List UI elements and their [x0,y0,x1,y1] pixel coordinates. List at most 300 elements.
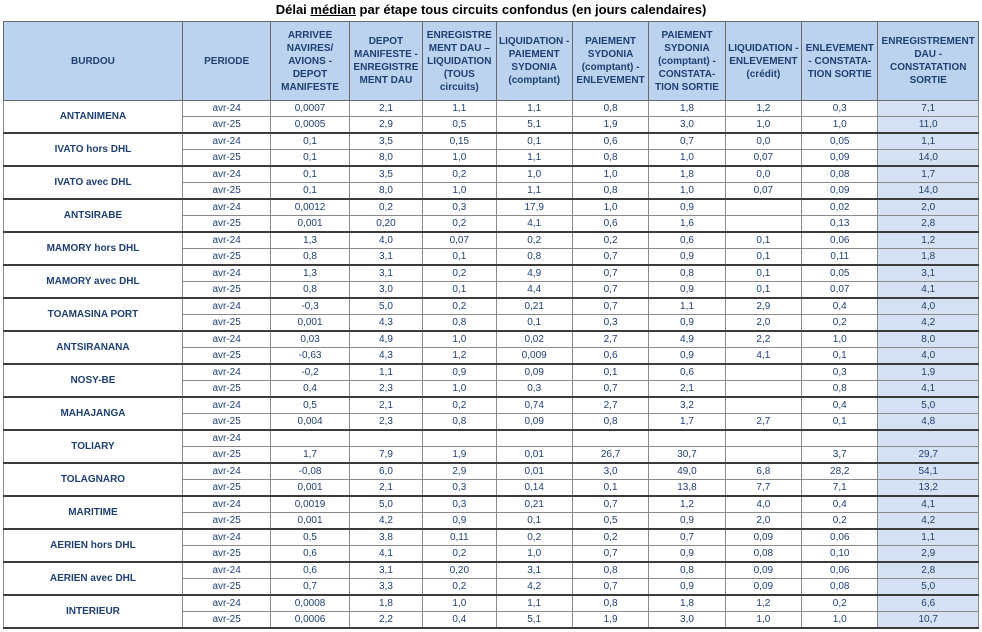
value-cell: 0,9 [423,513,496,530]
value-cell: 0,2 [802,513,878,530]
period-cell: avr-25 [182,249,270,266]
value-cell: 1,1 [878,133,979,150]
value-cell: 0,09 [802,150,878,167]
header-cell: BURDOU [4,22,183,101]
value-cell: 0,4 [802,298,878,315]
value-cell: 0,1 [725,232,801,249]
value-cell: 0,2 [423,265,496,282]
value-cell: 0,1 [271,166,349,183]
value-cell: 1,1 [496,101,572,117]
period-cell: avr-25 [182,315,270,332]
value-cell: 0,6 [572,216,648,233]
value-cell: 7,1 [878,101,979,117]
table-row [4,331,979,348]
period-cell: avr-25 [182,480,270,497]
value-cell: 0,8 [802,381,878,398]
value-cell: 0,6 [649,364,725,381]
value-cell: 0,15 [423,133,496,150]
value-cell: 13,8 [649,480,725,497]
value-cell: 0,09 [725,579,801,596]
site-name-cell: AERIEN hors DHL [4,529,183,562]
period-cell: avr-24 [182,298,270,315]
value-cell: 1,0 [423,595,496,612]
value-cell: 0,07 [725,150,801,167]
value-cell: 0,01 [496,447,572,464]
value-cell: 0,8 [649,562,725,579]
site-name-cell: NOSY-BE [4,364,183,397]
value-cell: 0,08 [802,166,878,183]
value-cell [572,430,648,447]
value-cell: 1,3 [271,232,349,249]
value-cell: 2,9 [349,117,422,134]
title-pre: Délai [275,2,311,17]
value-cell: 0,2 [423,397,496,414]
value-cell: 0,4 [802,397,878,414]
value-cell: 1,0 [423,150,496,167]
value-cell: 0,009 [496,348,572,365]
value-cell: 2,7 [572,331,648,348]
value-cell: 0,6 [572,348,648,365]
value-cell: 0,11 [802,249,878,266]
value-cell: 0,8 [649,265,725,282]
value-cell: 8,0 [878,331,979,348]
value-cell: 1,1 [423,101,496,117]
header-row [4,22,979,101]
value-cell: 3,1 [349,249,422,266]
value-cell: 2,0 [878,199,979,216]
value-cell: 0,1 [496,315,572,332]
value-cell: 0,2 [423,298,496,315]
value-cell: 0,03 [271,331,349,348]
value-cell: -0,08 [271,463,349,480]
value-cell: 1,1 [496,150,572,167]
value-cell: 5,0 [878,397,979,414]
value-cell [725,364,801,381]
value-cell: 4,8 [878,414,979,431]
value-cell: 0,2 [423,579,496,596]
period-cell: avr-24 [182,562,270,579]
value-cell: 1,2 [649,496,725,513]
value-cell: 1,2 [725,595,801,612]
header-cell: PERIODE [182,22,270,101]
value-cell: 0,7 [572,546,648,563]
value-cell: 2,1 [349,397,422,414]
value-cell: 4,0 [349,232,422,249]
value-cell: 2,1 [349,101,422,117]
value-cell: 4,1 [878,381,979,398]
value-cell: 3,1 [349,562,422,579]
value-cell: -0,3 [271,298,349,315]
value-cell: 4,2 [496,579,572,596]
value-cell: 0,5 [423,117,496,134]
value-cell: 0,1 [423,249,496,266]
value-cell: 0,07 [725,183,801,200]
value-cell [725,199,801,216]
value-cell: 0,2 [349,199,422,216]
period-cell: avr-24 [182,364,270,381]
value-cell: 4,1 [878,496,979,513]
site-name-cell: MARITIME [4,496,183,529]
value-cell: 0,9 [649,579,725,596]
value-cell: 0,7 [572,282,648,299]
value-cell: 6,6 [878,595,979,612]
value-cell: 1,8 [649,166,725,183]
value-cell: 0,9 [649,199,725,216]
value-cell: 0,0 [725,166,801,183]
value-cell: 5,1 [496,612,572,629]
value-cell: 0,1 [496,513,572,530]
header-cell: DEPOT MANIFESTE - ENREGISTRE MENT DAU [349,22,422,101]
value-cell: 0,7 [572,381,648,398]
site-name-cell: AERIEN avec DHL [4,562,183,595]
value-cell: 1,2 [878,232,979,249]
value-cell: 7,9 [349,447,422,464]
value-cell: 1,2 [725,101,801,117]
value-cell: 0,2 [496,232,572,249]
period-cell: avr-25 [182,117,270,134]
value-cell [725,216,801,233]
value-cell: 0,2 [496,529,572,546]
value-cell: 0,0006 [271,612,349,629]
value-cell: 0,0012 [271,199,349,216]
value-cell: 0,2 [572,529,648,546]
table-title [0,1,982,19]
period-cell: avr-24 [182,496,270,513]
value-cell: 4,1 [349,546,422,563]
site-name-cell: TOAMASINA PORT [4,298,183,331]
value-cell: 0,0005 [271,117,349,134]
value-cell: 0,5 [271,529,349,546]
value-cell: 1,6 [649,216,725,233]
value-cell: 0,3 [423,199,496,216]
value-cell: 8,0 [349,150,422,167]
value-cell: 4,2 [878,513,979,530]
value-cell: 2,0 [725,315,801,332]
period-cell: avr-24 [182,265,270,282]
value-cell: 0,1 [725,282,801,299]
value-cell: 0,9 [649,513,725,530]
period-cell: avr-24 [182,430,270,447]
value-cell: 7,1 [802,480,878,497]
value-cell: 0,21 [496,496,572,513]
value-cell: 0,0008 [271,595,349,612]
table-row [4,265,979,282]
value-cell [725,447,801,464]
value-cell: 0,7 [649,133,725,150]
value-cell: 3,5 [349,133,422,150]
value-cell: 14,0 [878,150,979,167]
value-cell: 0,2 [572,232,648,249]
value-cell: 4,9 [496,265,572,282]
period-cell: avr-25 [182,612,270,629]
site-name-cell: TOLIARY [4,430,183,463]
value-cell: 2,1 [349,480,422,497]
value-cell: 0,7 [649,529,725,546]
value-cell: 1,2 [423,348,496,365]
value-cell: 1,8 [649,595,725,612]
value-cell: 1,1 [649,298,725,315]
value-cell: 0,1 [271,150,349,167]
period-cell: avr-25 [182,216,270,233]
value-cell: 1,0 [572,199,648,216]
value-cell: 5,1 [496,117,572,134]
value-cell: 1,0 [423,331,496,348]
header-cell: LIQUIDATION - ENLEVEMENT (crédit) [725,22,801,101]
header-cell: ENREGISTREMENT DAU - CONSTATATION SORTIE [878,22,979,101]
header-cell: LIQUIDATION - PAIEMENT SYDONIA (comptant) [496,22,572,101]
value-cell: 4,9 [349,331,422,348]
value-cell: 4,1 [725,348,801,365]
site-name-cell: MAHAJANGA [4,397,183,430]
value-cell: 0,3 [802,101,878,117]
table-row [4,298,979,315]
value-cell: 0,09 [725,529,801,546]
table-row [4,166,979,183]
value-cell: 0,6 [649,232,725,249]
value-cell [725,430,801,447]
value-cell: 1,8 [649,101,725,117]
value-cell: 1,7 [878,166,979,183]
period-cell: avr-25 [182,579,270,596]
value-cell: 1,0 [423,183,496,200]
value-cell: 0,2 [423,216,496,233]
value-cell: 0,05 [802,133,878,150]
value-cell [649,430,725,447]
value-cell [349,430,422,447]
value-cell: 2,3 [349,414,422,431]
value-cell: 1,0 [802,612,878,629]
value-cell: 2,9 [423,463,496,480]
value-cell: 0,10 [802,546,878,563]
value-cell: 4,2 [878,315,979,332]
value-cell: 2,1 [649,381,725,398]
value-cell: 3,2 [649,397,725,414]
value-cell: 4,4 [496,282,572,299]
value-cell [496,430,572,447]
value-cell: 0,02 [496,331,572,348]
value-cell: 0,8 [271,249,349,266]
value-cell: 0,1 [802,414,878,431]
value-cell: 2,9 [878,546,979,563]
value-cell: 0,06 [802,529,878,546]
value-cell: 0,13 [802,216,878,233]
value-cell: 0,5 [572,513,648,530]
value-cell: 1,1 [349,364,422,381]
period-cell: avr-25 [182,381,270,398]
title-post: par étape tous circuits confondus (en jours calendaires) [355,2,707,17]
value-cell [878,430,979,447]
table-row [4,101,979,117]
value-cell: 0,7 [572,579,648,596]
value-cell: 0,6 [572,133,648,150]
value-cell: 1,0 [423,381,496,398]
value-cell: 0,08 [802,579,878,596]
value-cell: 0,07 [802,282,878,299]
value-cell: 0,21 [496,298,572,315]
value-cell: 5,0 [349,298,422,315]
value-cell: 0,09 [725,562,801,579]
delay-table [3,21,979,629]
value-cell: 4,1 [496,216,572,233]
value-cell: 1,8 [349,595,422,612]
value-cell: 0,02 [802,199,878,216]
value-cell: 2,7 [572,397,648,414]
value-cell [271,430,349,447]
value-cell: 1,9 [878,364,979,381]
value-cell: 0,2 [802,595,878,612]
value-cell: 1,9 [423,447,496,464]
value-cell: 0,20 [349,216,422,233]
value-cell: 2,8 [878,562,979,579]
site-name-cell: IVATO hors DHL [4,133,183,166]
site-name-cell: ANTANIMENA [4,101,183,134]
value-cell: 3,1 [349,265,422,282]
table-body [4,101,979,629]
table-row [4,595,979,612]
value-cell: 1,7 [271,447,349,464]
value-cell: 0,8 [423,414,496,431]
header-cell: ARRIVEE NAVIRES/ AVIONS - DEPOT MANIFESTE [271,22,349,101]
value-cell: 0,1 [802,348,878,365]
value-cell: 5,0 [878,579,979,596]
title-emphasis: médian [310,2,356,17]
site-name-cell: ANTSIRANANA [4,331,183,364]
header-cell: PAIEMENT SYDONIA (comptant) - CONSTATA-TION SORTIE [649,22,725,101]
value-cell: 0,09 [802,183,878,200]
value-cell: 13,2 [878,480,979,497]
value-cell: 0,08 [725,546,801,563]
value-cell: 0,1 [572,480,648,497]
period-cell: avr-24 [182,232,270,249]
value-cell: 0,9 [649,249,725,266]
value-cell: 3,0 [349,282,422,299]
value-cell: 4,1 [878,282,979,299]
value-cell: 3,5 [349,166,422,183]
table-row [4,397,979,414]
value-cell: 0,001 [271,513,349,530]
value-cell: 0,06 [802,562,878,579]
value-cell: 0,9 [423,364,496,381]
period-cell: avr-25 [182,282,270,299]
table-row [4,463,979,480]
period-cell: avr-24 [182,397,270,414]
value-cell: 1,0 [649,150,725,167]
value-cell [423,430,496,447]
header-cell: ENLEVEMENT - CONSTATA-TION SORTIE [802,22,878,101]
value-cell: 0,8 [423,315,496,332]
value-cell: 0,3 [496,381,572,398]
value-cell: 0,7 [572,265,648,282]
period-cell: avr-24 [182,133,270,150]
value-cell: 0,8 [572,414,648,431]
site-name-cell: MAMORY avec DHL [4,265,183,298]
value-cell: 1,0 [725,612,801,629]
period-cell: avr-24 [182,595,270,612]
value-cell [725,381,801,398]
table-row [4,232,979,249]
value-cell: 0,7 [572,249,648,266]
value-cell: 3,0 [572,463,648,480]
value-cell: 0,4 [423,612,496,629]
value-cell: 3,8 [349,529,422,546]
table-row [4,496,979,513]
value-cell: 11,0 [878,117,979,134]
value-cell: 0,1 [271,133,349,150]
value-cell: 0,1 [725,265,801,282]
value-cell: 0,1 [423,282,496,299]
value-cell: 1,1 [496,183,572,200]
value-cell: 0,20 [423,562,496,579]
value-cell: 0,6 [271,562,349,579]
value-cell: 26,7 [572,447,648,464]
period-cell: avr-25 [182,513,270,530]
value-cell: 1,9 [572,612,648,629]
value-cell: 2,2 [349,612,422,629]
value-cell [725,397,801,414]
value-cell: 30,7 [649,447,725,464]
period-cell: avr-25 [182,546,270,563]
value-cell: 0,004 [271,414,349,431]
value-cell: 6,0 [349,463,422,480]
value-cell: 0,8 [572,150,648,167]
value-cell: 0,2 [802,315,878,332]
value-cell: 4,3 [349,348,422,365]
value-cell: -0,2 [271,364,349,381]
value-cell: 3,1 [878,265,979,282]
value-cell: 3,1 [496,562,572,579]
site-name-cell: ANTSIRABE [4,199,183,232]
value-cell: 0,07 [423,232,496,249]
value-cell: 54,1 [878,463,979,480]
value-cell: 0,7 [572,298,648,315]
value-cell: 14,0 [878,183,979,200]
value-cell: 4,3 [349,315,422,332]
table-row [4,562,979,579]
value-cell: 0,09 [496,364,572,381]
value-cell: 0,05 [802,265,878,282]
value-cell: 1,0 [649,183,725,200]
value-cell: 17,9 [496,199,572,216]
value-cell: 0,14 [496,480,572,497]
value-cell: 4,0 [725,496,801,513]
value-cell: 0,06 [802,232,878,249]
period-cell: avr-25 [182,348,270,365]
period-cell: avr-24 [182,331,270,348]
value-cell: 0,9 [649,282,725,299]
value-cell: 0,8 [271,282,349,299]
header-cell: ENREGISTRE MENT DAU – LIQUIDATION (TOUS circuits) [423,22,496,101]
period-cell: avr-24 [182,529,270,546]
period-cell: avr-24 [182,463,270,480]
value-cell: 0,8 [572,101,648,117]
value-cell: 0,4 [271,381,349,398]
value-cell: 0,8 [572,183,648,200]
value-cell: 1,0 [496,166,572,183]
table-row [4,133,979,150]
value-cell: 1,1 [496,595,572,612]
value-cell: 5,0 [349,496,422,513]
value-cell: 0,2 [423,166,496,183]
value-cell: 0,8 [572,562,648,579]
value-cell: 0,3 [423,496,496,513]
value-cell: 1,0 [572,166,648,183]
value-cell: 0,001 [271,216,349,233]
value-cell: 0,1 [572,364,648,381]
value-cell: 0,3 [423,480,496,497]
value-cell: 1,0 [496,546,572,563]
value-cell: 1,9 [572,117,648,134]
value-cell: 0,9 [649,348,725,365]
